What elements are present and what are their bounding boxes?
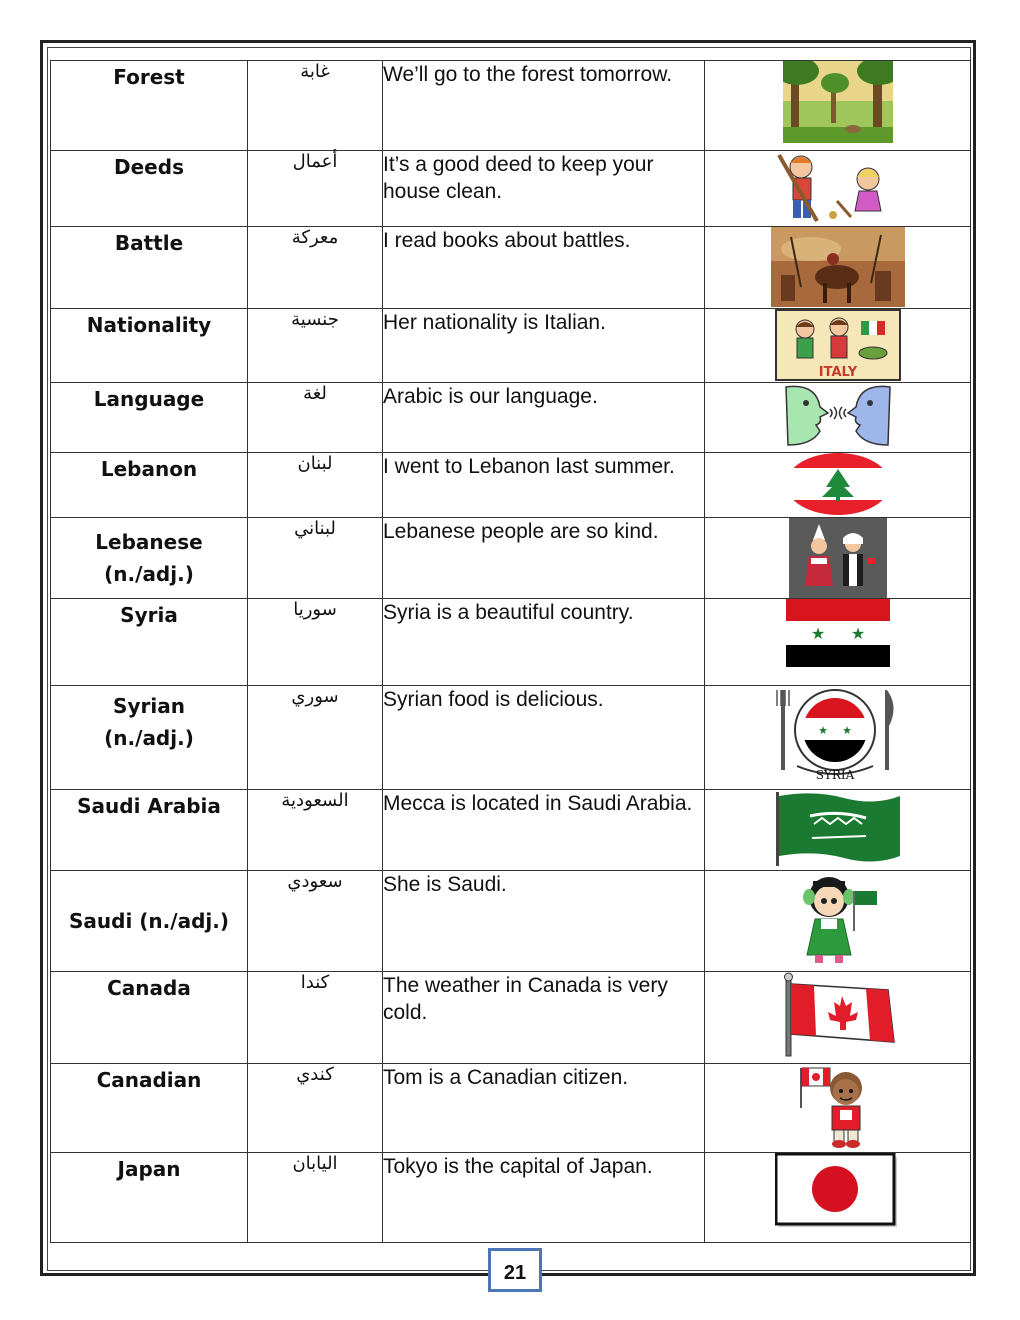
word-cell: Forest [51,61,248,151]
arabic-cell: لبنان [248,453,383,518]
arabic-cell: معركة [248,227,383,309]
word-cell [51,686,248,790]
arabic-cell: جنسية [248,309,383,383]
image-cell [705,599,971,686]
sentence-cell: The weather in Canada is very cold. [383,972,705,1064]
saudi-flag [774,790,902,868]
table-row [51,453,971,518]
arabic-cell: لغة [248,383,383,453]
sentence-cell: We’ll go to the forest tomorrow. [383,61,705,151]
word-cell: Nationality [51,309,248,383]
sentence-cell: Her nationality is Italian. [383,309,705,383]
word-cell: Canada [51,972,248,1064]
arabic-cell: لبناني [248,518,383,599]
table-row [51,383,971,453]
image-cell [705,453,971,518]
image-cell [705,1153,971,1243]
sentence-cell: Lebanese people are so kind. [383,518,705,599]
arabic-cell: سعودي [248,871,383,972]
arabic-cell: غابة [248,61,383,151]
image-cell [705,972,971,1064]
table-row [51,1064,971,1153]
page-number: 21 [488,1248,542,1292]
image-cell [705,61,971,151]
image-cell [705,686,971,790]
italy-kids-illustration [775,309,901,381]
table-row [51,871,971,972]
table-row [51,309,971,383]
image-cell [705,790,971,871]
image-cell [705,383,971,453]
word-cell: Saudi Arabia [51,790,248,871]
word-cell [51,518,248,599]
image-cell [705,309,971,383]
image-cell [705,227,971,309]
svg-text:★: ★ [850,624,865,643]
arabic-cell: كندا [248,972,383,1064]
kids-cleaning-illustration [773,151,903,225]
arabic-cell: سوري [248,686,383,790]
sentence-cell: Tom is a Canadian citizen. [383,1064,705,1153]
sentence-cell: Arabic is our language. [383,383,705,453]
lebanese-people-illustration [789,518,887,598]
svg-text:★: ★ [810,624,825,643]
sentence-cell: It’s a good deed to keep your house clean. [383,151,705,227]
syria-caption: SYRIA [815,768,854,782]
arabic-cell: كندي [248,1064,383,1153]
word-line: Lebanese [95,530,203,554]
japan-flag [775,1153,901,1229]
lebanon-flag [786,453,890,515]
table-row [51,1153,971,1243]
sentence-cell: Tokyo is the capital of Japan. [383,1153,705,1243]
table-row [51,518,971,599]
sentence-cell: I went to Lebanon last summer. [383,453,705,518]
svg-text:★: ★ [841,724,852,737]
arabic-cell: السعودية [248,790,383,871]
word-line: Syrian [113,694,185,718]
table-row [51,790,971,871]
syria-plate-illustration [775,686,901,782]
image-cell [705,518,971,599]
battle-painting [771,227,905,307]
sentence-cell: She is Saudi. [383,871,705,972]
sentence-cell: Syria is a beautiful country. [383,599,705,686]
canadian-boy-illustration [796,1064,880,1150]
saudi-girl-illustration [793,871,883,967]
word-cell: Deeds [51,151,248,227]
word-cell: Syria [51,599,248,686]
table-row [51,599,971,686]
sentence-cell: Syrian food is delicious. [383,686,705,790]
table-row [51,972,971,1064]
sentence-cell: I read books about battles. [383,227,705,309]
image-cell [705,151,971,227]
arabic-cell: اليابان [248,1153,383,1243]
vocabulary-table [50,60,971,1243]
word-pos-line: (n./adj.) [104,726,194,750]
forest-illustration [783,61,893,143]
svg-text:★: ★ [817,724,828,737]
canada-flag [780,972,896,1058]
word-pos-line: (n./adj.) [104,562,194,586]
table-row [51,686,971,790]
arabic-cell: سوريا [248,599,383,686]
word-cell: Battle [51,227,248,309]
syria-flag [786,599,890,667]
table-row [51,227,971,309]
talking-faces-illustration [776,383,900,449]
word-cell: Japan [51,1153,248,1243]
image-cell [705,1064,971,1153]
arabic-cell: أعمال [248,151,383,227]
word-cell: Language [51,383,248,453]
table-row [51,151,971,227]
word-cell: Lebanon [51,453,248,518]
word-cell: Saudi (n./adj.) [51,871,248,972]
word-cell: Canadian [51,1064,248,1153]
image-cell [705,871,971,972]
sentence-cell: Mecca is located in Saudi Arabia. [383,790,705,871]
table-row [51,61,971,151]
italy-caption: ITALY [818,365,857,380]
